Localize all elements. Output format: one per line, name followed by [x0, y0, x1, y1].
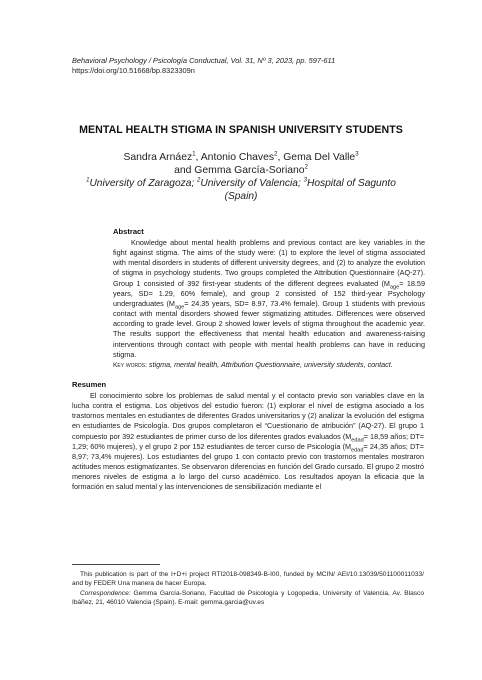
- resumen-heading: Resumen: [72, 380, 107, 389]
- abstract-text: Knowledge about mental health problems and previous contact are key variables in the fight against stigma. The aims of the study were: (1) to explore the level of stigma associated with mental disorders in students of different university degrees, and (2) to analyze the evolution of stigma in psychology students. Two groups completed the Attribution Questionnaire (AQ-27). Group 1 consisted of 392 first-year students of the different degrees evaluated (M: [113, 238, 425, 288]
- journal-header: [72, 56, 422, 76]
- keywords-label: Key words:: [113, 361, 147, 369]
- abstract-section: [113, 226, 425, 371]
- aff-sup: 3: [303, 177, 307, 184]
- author-block: [0, 151, 482, 203]
- resumen-text: El conocimiento sobre los problemas de salud mental y el contacto previo son variables clave en la lucha contra el estigma. Los objetivos del estudio fueron: (1) explorar el nivel de estigma asociado a los trastornos mentales en estudiantes de diferentes Grados universitarios y (2) analizar la evolución del estigma en estudiantes de Psicología. Dos grupos completaron el “Cuestionario de atribución” (AQ-27). El grupo 1 compuesto por 392 estudiantes de primer curso de los diferentes grados evaluados (M: [72, 391, 424, 441]
- abstract-body: [113, 238, 425, 360]
- funding-note: This publication is part of the I+D+i project RTI2018-098349-B-I00, funded by MCIN/ AEI/10.13039/501100011033/ and by FEDER Una manera de hacer Europa.: [72, 571, 424, 588]
- affiliation: University of Valencia;: [200, 178, 304, 189]
- author-name: Antonio Chaves: [200, 152, 275, 163]
- author-name: Sandra Arnáez: [123, 152, 193, 163]
- author-conjunction: and: [174, 165, 192, 176]
- doi-link[interactable]: https://doi.org/10.51668/bp.8323309n: [72, 66, 195, 76]
- author-line-1: Sandra Arnáez$^1$, Antonio Chaves$^2$, Gema Del Valle$^3$: [123, 151, 359, 163]
- keywords-text: stigma, mental health, Attribution Questionnaire, university students, contact.: [148, 359, 393, 369]
- correspondence-note: [72, 589, 424, 608]
- resumen-body: [72, 391, 424, 493]
- author-sup: 2: [274, 151, 278, 158]
- abstract-text: = 24.35 years, SD= 8.97, 73.4% female). Group 1 students with previous contact with mental disorders showed fewer stigmatizing attitudes. Differences were observed according to grade level. Group 2 showed lower levels of stigma throughout the academic year. The results support the effectiveness that mental health education and awareness-raising interventions through contact with people with mental health problems can have in reducing stigma.: [113, 298, 425, 359]
- author-name: Gema Del Valle: [283, 152, 356, 163]
- author-sup: 2: [304, 164, 308, 171]
- affiliation: University of Zaragoza;: [89, 178, 198, 189]
- resumen-text: = 24,35 años; DT= 8,97; 73,4% mujeres). Los estudiantes del grupo 1 con contacto previo con trastornos mentales mostraron actitudes menos estigmatizantes. Se observaron diferencias en función del Grado cursado. El grupo 2 mostró menores niveles de estigma a lo largo del curso académico. Los resultados apoyan la eficacia que la formación en salud mental y las intervenciones de sensibilización mediante el: [72, 441, 424, 492]
- aff-sup: 1: [86, 177, 90, 184]
- resumen-subscript: edad: [351, 447, 364, 454]
- resumen-text: = 18,59 años; DT= 1,29; 60% mujeres), y el grupo 2 por 152 estudiantes de tercer curso de Psicología (M: [72, 431, 424, 451]
- footnotes: [72, 570, 424, 608]
- resumen-subscript: edad: [351, 437, 364, 444]
- abstract-subscript: age: [174, 304, 185, 311]
- article-title: MENTAL HEALTH STIGMA IN SPANISH UNIVERSITY STUDENTS: [79, 124, 403, 136]
- aff-sup: 2: [197, 177, 201, 184]
- affiliation: Hospital of Sagunto: [306, 178, 396, 189]
- author-name: Gemma García-Soriano: [194, 165, 305, 176]
- abstract-text: = 18.59 years, SD= 1.29, 60% female), and group 2 consisted of 152 third-year Psychology undergraduates (M: [113, 278, 425, 308]
- journal-citation: Behavioral Psychology / Psicología Conductual, Vol. 31, Nº 3, 2023, pp. 597-611: [72, 56, 336, 65]
- author-line-2: [0, 164, 482, 177]
- abstract-keywords: [113, 360, 425, 371]
- footnote-divider: [72, 564, 160, 565]
- affiliation-line: [0, 177, 482, 190]
- resumen-section: [72, 379, 424, 493]
- abstract-subscript: age: [389, 284, 400, 291]
- abstract-heading: Abstract: [113, 227, 144, 236]
- author-sup: 3: [355, 151, 359, 158]
- correspondence-text: Gemma García-Soriano, Facultad de Psicología y Logopedia, University of Valencia, Av. Blasco Ibáñez, 21, 46010 Valencia (Spain). E-mail: gemma.garcia@uv.es: [72, 589, 424, 607]
- author-sup: 1: [192, 151, 196, 158]
- affiliation-country: (Spain): [224, 191, 258, 202]
- correspondence-label: Correspondence:: [80, 589, 131, 597]
